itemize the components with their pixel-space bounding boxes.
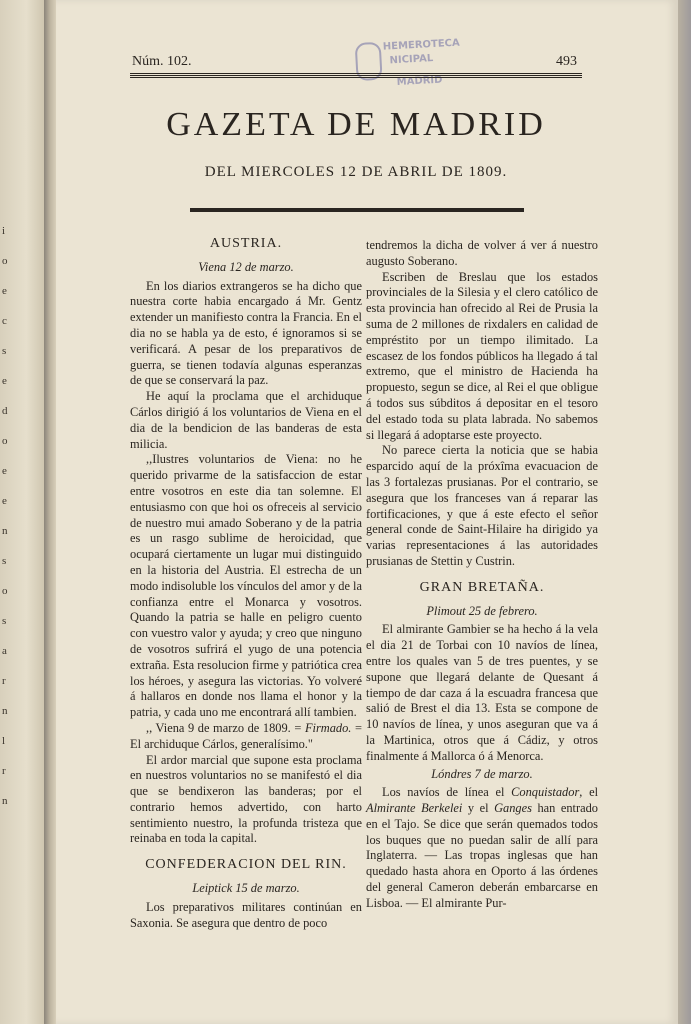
stamp-line-3: MADRID (396, 74, 443, 88)
ship-name: Almirante Berkelei (366, 801, 463, 816)
signature-name: = El archiduque Cárlos, generalísimo." (130, 720, 362, 751)
proclamation-paragraph: ,,Ilustres voluntarios de Viena: no he querido privarme de la satisfaccion de estar entre vosotros en este dia tan solemne. El entusiasmo con que hoi os ofreceis al servicio de nuestro mui amado Soberano y de la patria es un rasgo sublime de heroicidad, que ocupará ciertamente un lugar mui distinguido en la historia del Austria. El estrecha de un modo indisoluble los vínculos del amor y de la confianza entre el Monarca y vosotros. Quando la patria se halle en peligro cuento con vuestro valor y ayuda; y creo que ninguno de vosotros sufrirá el yugo de una potencia extraña. Esta resolucion firme y patriótica crea los héroes, y asegura las victorias. Yo volveré á hallaros en donde nos llama el honor y la patria, y cada uno me encontrará allí tambien. (130, 452, 362, 720)
newspaper-title: GAZETA DE MADRID (166, 106, 546, 143)
page-number: 493 (556, 54, 577, 69)
paragraph: El almirante Gambier se ha hecho á la vela el dia 21 de Torbai con 10 navíos de línea, entre los quales van 5 de tres puentes, y se supone que llegará delante de Quesant á tiempo de dar caza á la escuadra francesa que salió de Brest el dia 13. Esta se compone de 10 navíos de línea, y unos aseguran que va á la Martinica, otros que á Cádiz, y otros finalmente á Mallorca ó á Menorca. (366, 622, 598, 763)
page-edge (678, 0, 691, 1024)
header-rule (130, 73, 582, 76)
left-facing-page (0, 0, 44, 1024)
section-heading-confederacion: CONFEDERACION DEL RIN. (145, 857, 347, 873)
title-divider (190, 208, 524, 212)
facing-page-fragment: i (2, 225, 6, 237)
text-run: y el (462, 801, 495, 816)
stamp-line-1: HEMEROTECA (382, 37, 461, 53)
paragraph (366, 785, 598, 911)
column-left (130, 236, 362, 931)
signature-date: ,, Viena 9 de marzo de 1809. = (146, 720, 305, 735)
section-heading-austria: AUSTRIA. (209, 236, 283, 251)
facing-page-fragment: r (2, 675, 6, 687)
dateline-londres: Lóndres 7 de marzo. (431, 766, 533, 781)
facing-page-fragment: n (2, 525, 8, 537)
facing-page-fragment: o (2, 435, 8, 447)
facing-page-fragment: o (2, 255, 8, 267)
facing-page-fragment: o (2, 585, 8, 597)
facing-page-fragment: e (2, 495, 7, 507)
stamp-line-2: NICIPAL (389, 53, 434, 67)
text-run: han entrado en el Tajo. Se dice que serán quemados todos los buques que no puedan salir de allí para Inglaterra. — Las tropas inglesas que han quedado hasta ahora en Oporto á las órdenes del general Cameron deberán embarcarse en Lisboa. — El almirante Pur- (366, 801, 598, 910)
issue-date: DEL MIERCOLES 12 DE ABRIL DE 1809. (204, 164, 508, 180)
column-right (366, 238, 598, 912)
facing-page-fragment: d (2, 405, 8, 417)
facing-page-fragment: a (2, 645, 7, 657)
paragraph: No parece cierta la noticia que se habia esparcido aquí de la próxîma evacuacion de las 3 fortalezas prusianas. Por el contrario, se asegura que los franceses van á reparar las fortificaciones, y que á este efecto el señor general conde de Saint-Hilaire ha dirigido ya varias representaciones á las autoridades prusianas de Stettin y Custrin. (366, 443, 598, 568)
ship-name: Ganges (494, 801, 532, 816)
facing-page-fragment: l (2, 735, 6, 747)
dateline-leiptick: Leiptick 15 de marzo. (192, 881, 300, 896)
facing-page-fragment: c (2, 315, 7, 327)
facing-page-fragment: s (2, 615, 7, 627)
signature-firmado: Firmado. (304, 720, 352, 735)
paragraph: He aquí la proclama que el archiduque Cárlos dirigió á los voluntarios de Viena en el dia de la bendicion de las banderas de esta milicia. (130, 389, 362, 451)
dateline-plimout: Plimout 25 de febrero. (426, 603, 538, 618)
header-rule-thin (130, 77, 582, 78)
section-heading-gran-bretana: GRAN BRETAÑA. (419, 579, 545, 595)
paragraph: tendremos la dicha de volver á ver á nuestro augusto Soberano. (366, 238, 598, 268)
facing-page-fragment: e (2, 285, 7, 297)
signature-paragraph (130, 721, 362, 753)
book-gutter (44, 0, 56, 1024)
facing-page-fragment: s (2, 555, 7, 567)
dateline-viena: Viena 12 de marzo. (198, 259, 294, 274)
paragraph: Los preparativos militares continúan en Saxonia. Se asegura que dentro de poco (130, 899, 362, 930)
text-run: , el (579, 785, 599, 800)
facing-page-fragment: e (2, 465, 7, 477)
paragraph: En los diarios extrangeros se ha dicho que nuestra corte habia encargado á Mr. Gentz extender un manifiesto contra la Francia. En el dia no se habla ya de esto, é ignoramos si se verificará. A pesar de los preparativos de guerra, se tienen todavía algunas esperanzas de que se conservará la paz. (130, 278, 362, 388)
text-run: Los navíos de línea el (382, 785, 512, 800)
facing-page-fragment: n (2, 705, 8, 717)
facing-page-fragment: n (2, 795, 8, 807)
facing-page-fragment: s (2, 345, 7, 357)
facing-page-fragment: r (2, 765, 6, 777)
paragraph: El ardor marcial que supone esta proclama en nuestros voluntarios no se manifestó el dia que se bendixeron las banderas; por el contrario hemos advertido, con harto sentimiento nuestro, la profunda tristeza que reinaba en toda la capital. (130, 752, 362, 846)
library-stamp (354, 33, 475, 101)
ship-name: Conquistador (511, 785, 580, 800)
issue-number: Núm. 102. (132, 54, 192, 69)
paragraph: Escriben de Breslau que los estados provinciales de la Silesia y el clero católico de esta provincia han ofrecido al Rei de Prusia la suma de 2 millones de rixdalers en calidad de empréstito por un tiempo ilimitado. La escasez de los fondos públicos ha llegado á tal extremo, que el ministro de Hacienda ha propuesto, segun se dice, al Rei el que obligue á todos sus súbditos á depositar en el tesoro del estado toda su plata labrada. No sabemos si llegará á adoptarse este proyecto. (366, 269, 598, 442)
facing-page-fragment: e (2, 375, 7, 387)
